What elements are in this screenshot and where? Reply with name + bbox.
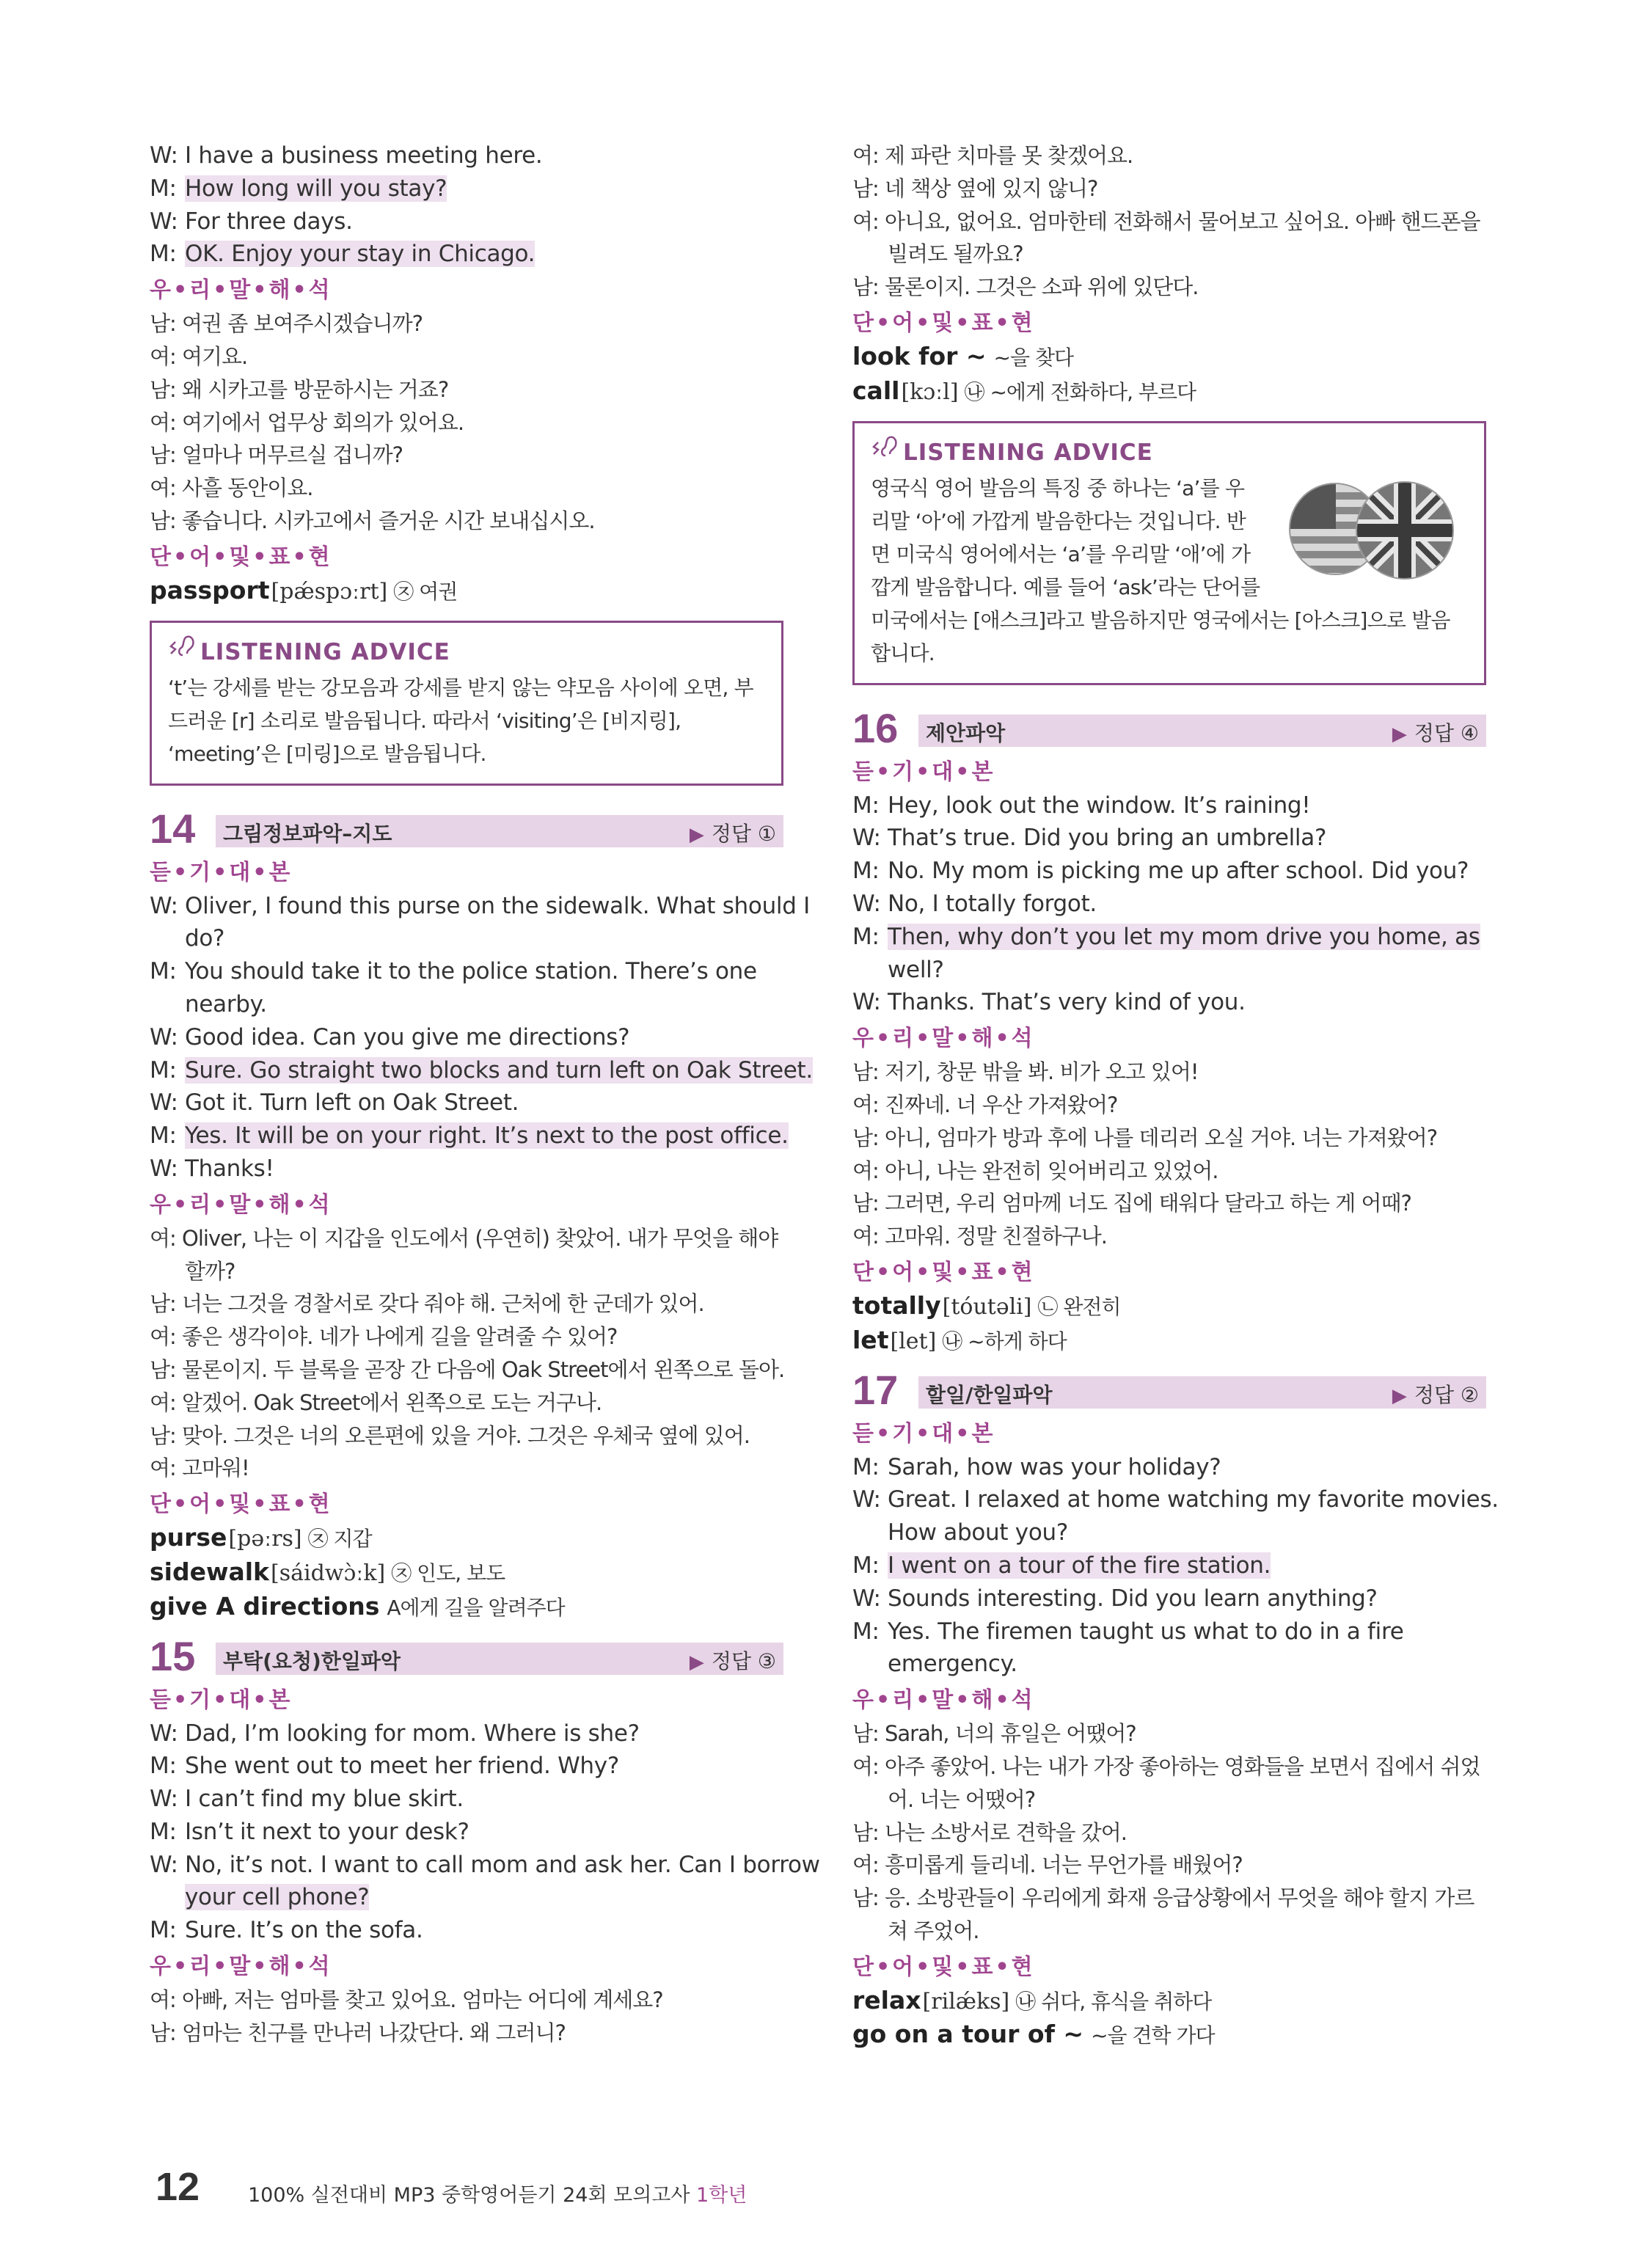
translation-line: 여: 진짜네. 너 우산 가져왔어?	[852, 1092, 1118, 1117]
page-number: 12	[156, 2165, 200, 2209]
translation-line: 남: 엄마는 친구를 만나러 나갔단다. 왜 그러니?	[150, 2020, 566, 2045]
triangle-right-icon: ▶	[1392, 723, 1407, 745]
question-type: 제안파악	[926, 720, 1006, 745]
dialog-line: M: Hey, look out the window. It’s raining!	[852, 792, 1311, 819]
answer-badge: ▶ 정답 ④	[1392, 720, 1479, 745]
translation-line: 여: 아주 좋았어. 나는 내가 가장 좋아하는 영화들을 보면서 집에서 쉬었	[852, 1753, 1480, 1779]
vocab-item: totally[tóutəli] ㉡ 완전히	[852, 1290, 1121, 1320]
dialog-line: M: Sure. Go straight two blocks and turn left on Oak Street.	[150, 1056, 813, 1084]
advice-line: 리말 ‘아’에 가깝게 발음한다는 것입니다. 반	[871, 508, 1246, 533]
dialog-line: M: Yes. It will be on your right. It’s next to the post office.	[150, 1122, 789, 1150]
translation-line: 남: 그러면, 우리 엄마께 너도 집에 태워다 달라고 하는 게 어때?	[852, 1191, 1411, 1216]
translation-line: 남: 왜 시카고를 방문하시는 거죠?	[150, 376, 449, 402]
translation-line: 여: 흥미롭게 들리네. 너는 무언가를 배웠어?	[852, 1852, 1243, 1878]
translation-label: 우•리•말•해•석	[150, 277, 332, 304]
advice-line: ‘meeting’은 [미링]으로 발음됩니다.	[168, 741, 486, 766]
dialog-line: well?	[888, 956, 944, 983]
translation-line: 남: 나는 소방서로 견학을 갔어.	[852, 1819, 1127, 1845]
question-type: 그림정보파악–지도	[223, 821, 392, 846]
translation-line: 남: 저기, 창문 밖을 봐. 비가 오고 있어!	[852, 1059, 1199, 1085]
advice-line: 면 미국식 영어에서는 ‘a’를 우리말 ‘애’에 가	[871, 541, 1251, 566]
dialog-line: M: Then, why don’t you let my mom drive you home, as	[852, 923, 1480, 950]
dialog-line: M: How long will you stay?	[150, 175, 447, 202]
vocab-item: call[kɔːl] ㉯ ~에게 전화하다, 부르다	[852, 376, 1196, 405]
vocab-label: 단•어•및•표•현	[852, 1259, 1035, 1285]
translation-line: 여: 아니요, 없어요. 엄마한테 전화해서 물어보고 싶어요. 아빠 핸드폰을	[852, 208, 1480, 234]
dialog-line: W: Oliver, I found this purse on the sidewalk. What should I	[150, 892, 811, 919]
vocab-item: let[let] ㉯ ~하게 하다	[852, 1325, 1067, 1354]
translation-line: 여: 여기요.	[150, 343, 248, 369]
vocab-item: go on a tour of ~ ~을 견학 가다	[852, 2020, 1215, 2049]
translation-line: 여: 아빠, 저는 엄마를 찾고 있어요. 엄마는 어디에 계세요?	[150, 1987, 663, 2013]
question-header-17	[852, 1366, 1486, 1413]
advice-line: 미국에서는 [애스크]라고 발음하지만 영국에서는 [아스크]으로 발음	[871, 607, 1450, 632]
translation-label: 우•리•말•해•석	[852, 1026, 1035, 1052]
script-label: 듣•기•대•본	[150, 1687, 293, 1713]
dialog-line: emergency.	[888, 1651, 1017, 1678]
translation-line: 남: 네 책상 옆에 있지 않니?	[852, 175, 1098, 201]
dialog-line: W: Great. I relaxed at home watching my favorite movies.	[852, 1486, 1499, 1513]
vocab-label: 단•어•및•표•현	[852, 310, 1035, 336]
question-number: 15	[150, 1632, 196, 1679]
advice-title: LISTENING ADVICE	[903, 439, 1153, 466]
translation-line: 남: 물론이지. 두 블록을 곧장 간 다음에 Oak Street에서 왼쪽으로 돌아.	[150, 1356, 785, 1382]
listening-advice-box	[852, 421, 1486, 685]
ear-icon	[168, 633, 200, 667]
translation-label: 우•리•말•해•석	[150, 1954, 332, 1980]
dialog-line: W: I can’t find my blue skirt.	[150, 1786, 464, 1813]
answer-badge: ▶ 정답 ①	[689, 821, 776, 846]
translation-line: 여: 알겠어. Oak Street에서 왼쪽으로 도는 거구나.	[150, 1389, 602, 1415]
vocab-item: relax[rilǽks] ㉯ 쉬다, 휴식을 취하다	[852, 1985, 1212, 2015]
translation-line: 쳐 주었어.	[888, 1918, 979, 1943]
vocab-label: 단•어•및•표•현	[150, 1491, 332, 1518]
translation-line: 남: 아니, 엄마가 방과 후에 나를 데리러 오실 거야. 너는 가져왔어?	[852, 1125, 1438, 1150]
dialog-line: M: No. My mom is picking me up after school. Did you?	[852, 858, 1469, 885]
vocab-item: sidewalk[sáidwɔ̀ːk] ㉨ 인도, 보도	[150, 1557, 505, 1586]
advice-line: 깝게 발음합니다. 예를 들어 ‘ask’라는 단어를	[871, 574, 1260, 599]
translation-line: 남: 너는 그것을 경찰서로 갖다 줘야 해. 근처에 한 군데가 있어.	[150, 1291, 704, 1317]
dialog-line: do?	[185, 925, 225, 952]
translation-label: 우•리•말•해•석	[150, 1191, 332, 1218]
translation-line: 남: Sarah, 너의 휴일은 어땠어?	[852, 1721, 1136, 1747]
vocab-item: look for ~ ~을 찾다	[852, 341, 1074, 370]
question-header-15	[150, 1632, 783, 1679]
dialog-line: nearby.	[185, 990, 267, 1018]
vocab-item: give A directions A에게 길을 알려주다	[150, 1591, 565, 1621]
translation-line: 여: 제 파란 치마를 못 찾겠어요.	[852, 143, 1133, 168]
script-label: 듣•기•대•본	[852, 1420, 995, 1447]
translation-line: 여: Oliver, 나는 이 지갑을 인도에서 (우연히) 찾았어. 내가 무엇을 해야	[150, 1225, 778, 1251]
script-label: 듣•기•대•본	[150, 859, 293, 885]
dialog-line: W: For three days.	[150, 208, 353, 235]
vocab-item: passport[pǽspɔːrt] ㉨ 여권	[150, 575, 458, 604]
us-uk-flags-image	[1280, 476, 1463, 586]
translation-line: 여: 사흘 동안이요.	[150, 475, 313, 501]
translation-line: 여: 고마워. 정말 친절하구나.	[852, 1224, 1108, 1249]
dialog-line: your cell phone?	[185, 1884, 370, 1911]
dialog-line: W: Got it. Turn left on Oak Street.	[150, 1089, 519, 1117]
answer-badge: ▶ 정답 ②	[1392, 1382, 1479, 1407]
left-column	[150, 139, 820, 2050]
listening-advice-box	[150, 621, 783, 786]
advice-line: ‘t’는 강세를 받는 강모음과 강세를 받지 않는 약모음 사이에 오면, 부	[168, 675, 753, 700]
translation-line: 빌려도 될까요?	[888, 241, 1023, 267]
translation-line: 남: 얼마나 머무르실 겁니까?	[150, 442, 403, 468]
dialog-line: M: Sure. It’s on the sofa.	[150, 1917, 423, 1944]
dialog-line: W: Sounds interesting. Did you learn anything?	[852, 1585, 1378, 1612]
question-type: 부탁(요청)한일파악	[223, 1648, 401, 1673]
dialog-line: W: Dad, I’m looking for mom. Where is she?	[150, 1720, 640, 1747]
translation-line: 할까?	[185, 1258, 235, 1284]
answer-badge: ▶ 정답 ③	[689, 1648, 776, 1673]
dialog-line: M: You should take it to the police station. There’s one	[150, 958, 757, 985]
dialog-line: W: That’s true. Did you bring an umbrella?	[852, 825, 1327, 852]
question-type: 할일/한일파악	[926, 1382, 1053, 1407]
question-number: 14	[150, 805, 196, 852]
dialog-line: W: No, it’s not. I want to call mom and ask her. Can I borrow	[150, 1851, 820, 1878]
dialog-line: W: Thanks. That’s very kind of you.	[852, 989, 1246, 1016]
translation-line: 남: 좋습니다. 시카고에서 즐거운 시간 보내십시오.	[150, 508, 595, 533]
triangle-right-icon: ▶	[1392, 1384, 1407, 1407]
translation-line: 여: 좋은 생각이야. 네가 나에게 길을 알려줄 수 있어?	[150, 1324, 618, 1350]
advice-line: 드러운 [r] 소리로 발음됩니다. 따라서 ‘visiting’은 [비지링],	[168, 708, 681, 733]
dialog-line: W: Thanks!	[150, 1155, 274, 1182]
right-column	[852, 139, 1499, 2053]
dialog-line: W: Good idea. Can you give me directions?	[150, 1023, 630, 1051]
question-number: 16	[852, 704, 899, 751]
question-header-14	[150, 805, 783, 852]
vocab-label: 단•어•및•표•현	[150, 544, 332, 570]
dialog-line: M: Yes. The firemen taught us what to do in a fire	[852, 1618, 1404, 1645]
translation-line: 남: 응. 소방관들이 우리에게 화재 응급상황에서 무엇을 해야 할지 가르	[852, 1885, 1474, 1911]
translation-line: 남: 물론이지. 그것은 소파 위에 있단다.	[852, 274, 1199, 300]
dialog-line: M: I went on a tour of the fire station.	[852, 1552, 1271, 1579]
advice-line: 합니다.	[871, 640, 935, 665]
dialog-line: W: No, I totally forgot.	[852, 890, 1097, 917]
translation-line: 여: 아니, 나는 완전히 잊어버리고 있었어.	[852, 1158, 1218, 1183]
vocab-item: purse[pəːrs] ㉨ 지갑	[150, 1523, 372, 1552]
question-number: 17	[852, 1366, 899, 1413]
dialog-line: M: Sarah, how was your holiday?	[852, 1453, 1221, 1480]
vocab-label: 단•어•및•표•현	[852, 1954, 1035, 1980]
dialog-line: M: Isn’t it next to your desk?	[150, 1818, 469, 1845]
ear-icon	[871, 434, 903, 467]
question-header-16	[852, 704, 1486, 751]
script-label: 듣•기•대•본	[852, 759, 995, 785]
dialog-line: M: OK. Enjoy your stay in Chicago.	[150, 241, 536, 268]
translation-line: 여: 여기에서 업무상 회의가 있어요.	[150, 409, 464, 435]
advice-line: 영국식 영어 발음의 특징 중 하나는 ‘a’를 우	[871, 475, 1245, 500]
translation-line: 남: 맞아. 그것은 너의 오른편에 있을 거야. 그것은 우체국 옆에 있어.	[150, 1422, 750, 1448]
book-title: 100% 실전대비 MP3 중학영어듣기 24회 모의고사 1학년	[248, 2184, 748, 2207]
translation-line: 어. 너는 어땠어?	[888, 1786, 1036, 1812]
translation-line: 여: 고마워!	[150, 1455, 249, 1481]
triangle-right-icon: ▶	[689, 823, 704, 846]
dialog-line: How about you?	[888, 1519, 1068, 1546]
translation-line: 남: 여권 좀 보여주시겠습니까?	[150, 311, 423, 337]
dialog-line: W: I have a business meeting here.	[150, 142, 543, 169]
translation-label: 우•리•말•해•석	[852, 1687, 1035, 1714]
advice-title: LISTENING ADVICE	[200, 638, 450, 665]
dialog-line: M: She went out to meet her friend. Why?	[150, 1753, 619, 1780]
triangle-right-icon: ▶	[689, 1651, 704, 1673]
